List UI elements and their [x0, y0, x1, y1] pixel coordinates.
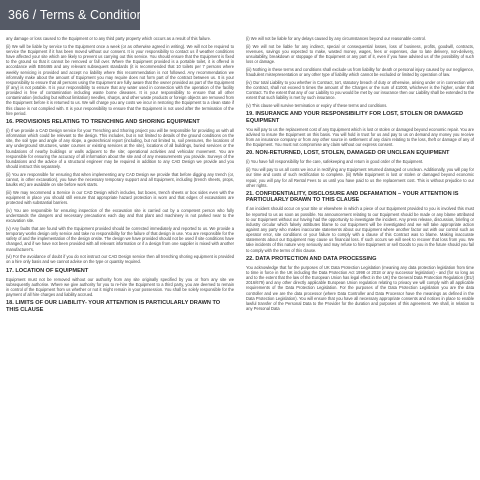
section-heading: 20. NON-RETURNED, LOST, STOLEN, DAMAGED OR UNCLEAN EQUIPMENT [246, 150, 450, 157]
section-heading: 19. INSURANCE AND YOUR RESPONSIBILITY FOR LOST, STOLEN OR DAMAGED EQUIPMENT [246, 111, 464, 124]
section-heading: 21. CONFIDENTIALITY, DISCLOSURE AND DEFAMATION – YOUR ATTENTION IS PARTICULARLY DRAWN TO THIS CLAUSE [246, 190, 459, 204]
body-paragraph: (v) This clause will survive termination or expiry of these terms and conditions. [246, 103, 388, 109]
section-heading: 17. LOCATION OF EQUIPMENT [6, 267, 89, 274]
body-paragraph: (vi) For the avoidance of doubt if you do not instruct our CAD Design service then all trenching shoring equipment is provided on a hire only basis and we cannot advise on the type or quantity required. [6, 254, 234, 265]
section-heading: 16. PROVISIONS RELATING TO TRENCHING AND SHORING EQUIPMENT [6, 118, 200, 125]
body-paragraph: (ii) We will not be liable for any indirect, special or consequential losses, loss of business, profits, goodwill, contracts, revenues, savings you expected to make, wasted money, wages, fees or expenses, due to late delivery, non-delivery, unsuitability, breakdown or stoppage of the Equipment or any part of it, even if you have advised us of the possibility of such loss or damage. [246, 43, 474, 65]
body-paragraph: You acknowledge that for the purposes of UK Data Protection Legislation (meaning any data protection legislation from time to time in force in the UK including the Data Protection Act 1998 or 2018 or any successor legislation) - and (for so long as and to the extent that the law of the European Union has legal effect in the UK) the General Data Protection Regulation ((EU) 2016/679) and any other directly applicable European Union regulation relating to privacy we will comply with all applicable requirements of the Data Protection Legislation. For the purposes of the Data Protection Legislation you are the data controller and we are the data processor (where Data Controller and Data Processor have the meanings as defined in the Data Protection Legislation). You will ensure that you have all necessary appropriate consents and notices in place to enable lawful transfer of the Personal Data to the Provider for the duration and purposes of this agreement. We shall, in relation to any Personal Data [246, 264, 474, 312]
body-paragraph: Equipment must not be removed without our authority from any site originally specified by you or from any site we subsequently authorise. Where we give authority for you to re-hire the Equipment to a third party, you are deemed to remain in control of the Equipment from us whether or not it might remain in your possession. You shall be solely responsible for the payment of all hire charges and liability accrued. [6, 276, 234, 298]
body-paragraph: (ii) You are responsible for ensuring that when implementing any CAD Design we provide that before digging any trench (or, cannot, in other excavation), you have the necessary temporary support and all Equipment, including (trench sheets, props, baulks etc) are available on site before work starts. [6, 171, 234, 188]
section-heading: 18. LIMITS OF OUR LIABILITY- YOUR ATTENTION IS PARTICULARLY DRAWN TO THIS CLAUSE [6, 300, 221, 313]
body-columns [6, 36, 474, 476]
body-paragraph: (ii) You will pay to us all costs we incur in rectifying any Equipment returned damaged or unclean. Additionally, you will pay for our time and costs of such rectification to complete. (iii) While Equipment is lost or stolen or damaged beyond economic repair, you will pay for all Rental Fees to us until you have paid to us the replacement cost. This is without prejudice to our other rights. [246, 167, 474, 188]
body-paragraph: (ii) We will be liable by service to the Equipment once a week (or as otherwise agreed in writing). We will not be required to service the Equipment if it has been moved without our consent. It is your responsibility to contact us if weather conditions have affected your site which are likely to prevent us carrying out this service. You should ensure that the Equipment is fixed to the ground so that it cannot be removed or fall over. Where the Equipment provided is a portable toilet, it is offered in accordance with BS6465 and any relevant subsequent standards (it is recommended that 10 toilets per 7 persons where weekly servicing is provided and accept no liability where this recommendation is not followed. Any recommendation we informally make about the amount of Equipment you may require does not form part of the contract between us. It is your responsibility to ensure that all persons using the Equipment are fully aware that the owner provided as part of the Equipment (if any) is not potable. It is your responsibility to ensure that any water used in connection with the operation of the facility provided is free of contamination including waste borne diseases. It is your responsibility to ensure that all other contamination (including but without limitation) needles, sharps, and other waste products or foreign objects are removed from the Equipment before it is returned to us. We will charge you any costs we incur in restoring the Equipment to a clean state if this clause is not complied with. It is your responsibility to ensure that the Equipment is not used after the termination of the hire period. [6, 43, 234, 116]
body-paragraph: (iv) Our total Liability to you whether in Contract, tort, statutory breach of duty or otherwise, arising under or in connection with the contract, shall not exceed 5 times the amount of the Charges or the sum of £1000, whichever is the higher, under that Contract. To the extent that any of our Liability to you would be met by our insurance then our Liability shall be extended to the extent that such liability is met by such insurance. [246, 79, 474, 101]
section-title: Terms & Conditions [39, 8, 151, 22]
page-number: 366 [8, 8, 30, 22]
body-paragraph: (iii) Nothing in these terms and conditions shall exclude us from liability for death or personal injury caused by our negligence, fraudulent misrepresentation or any other type of liability which cannot be excluded or limited by operation of law. [246, 66, 474, 78]
body-paragraph: You will pay to us the replacement cost of any Equipment which is lost or stolen or damaged beyond economic repair. You are advised to insure the Equipment on this basis. You will hold in trust for us and pay to us on demand any money you receive from an insurance company or from any other source in settlement of any claim relating to the loss, theft or damage of any of the Equipment. You must not compromise any claim without our express consent. [246, 126, 474, 148]
section-heading: 22. DATA PROTECTION AND DATA PROCESSING [246, 255, 377, 262]
body-paragraph: If an incident should occur on your Site or elsewhere in which a piece of our Equipment provided to you is involved this must be reported to us as soon as possible. No announcement relating to our Equipment should be made or any blame attributed to our Equipment without our having had the opportunity to investigate the incident. Any press release, discussion, briefing or industry circular which falsely attributes blame to our Equipment will be investigated and we will take appropriate action against any party who makes inaccurate statements about our Equipment where another factor out with our control such as operator error, site conditions or your failure to comply with a clause of this Contract was to blame. Making inaccurate statements about our Equipment may cause us financial loss. If such occurs we will seek to recover that loss from you. We take incidents of this nature very seriously and may refuse to hire Equipment or sell Goods to you in the future should you fail to comply with the terms of this clause. [246, 206, 474, 253]
body-paragraph: (iv) You are responsible for ensuring inspection of the excavation site is carried out by a competent person who fully understands the dangers and necessary precautions each day and that plant and machinery is not parked near to the excavation site. [6, 207, 234, 224]
right-column [246, 36, 474, 476]
header-separator: / [32, 8, 37, 22]
left-column [6, 36, 234, 476]
page-number-badge [0, 0, 151, 30]
body-paragraph: (i) If we provide a CAD Design service for your Trenching and Shoring project you will be responsible for providing us with all information which could be relevant to the design. This includes, but is not limited to details of the ground conditions on the site, the soil type and angle of any slope, a geotechnical report (including, but not limited to, soil pressures, the locations of any underground structures, water courses or existing services at the site), locations of all buildings, buried services or the foundations of nearby buildings or walls adjacent to the site; operational activities and vehicular movement. You are responsible for ensuring the accuracy of all information about the site and of any measurements you provide. Surveys of the foundations and the advice of a structural engineer may be required in addition to any CAD Design we provide and you should instruct this separately. [6, 127, 234, 170]
body-paragraph: (v) Any faults that are found with the Equipment provided should be corrected immediately and reported to us. We provide a temporary works design only service and take no responsibility for the failure of that design in use. You are responsible for the safety of and the implementation of the design onsite. The design we have provided should not be used if site conditions have changed, and if we have not been provided with all relevant information or if a design from one supplier is mixed with another manufacturer's. [6, 225, 234, 252]
page-header [0, 0, 480, 30]
body-paragraph: (i) We will not be liable for any delays caused by any circumstances beyond our reasonable control. [246, 36, 426, 41]
body-paragraph: (i) You have full responsibility for the care, safekeeping and return in good order of the Equipment. [246, 159, 424, 165]
body-paragraph: any damage or loss caused to the Equipment or to any third party property which occurs as a result of this failure. [6, 36, 212, 41]
body-paragraph: (iii) We may recommend a Service in our CAD Design which includes, but boxes, trench sheets or box sides even with the equipment in place you should still ensure that appropriate hazard protection is worn and that edges of excavations are protected with substantial barriers. [6, 189, 234, 206]
